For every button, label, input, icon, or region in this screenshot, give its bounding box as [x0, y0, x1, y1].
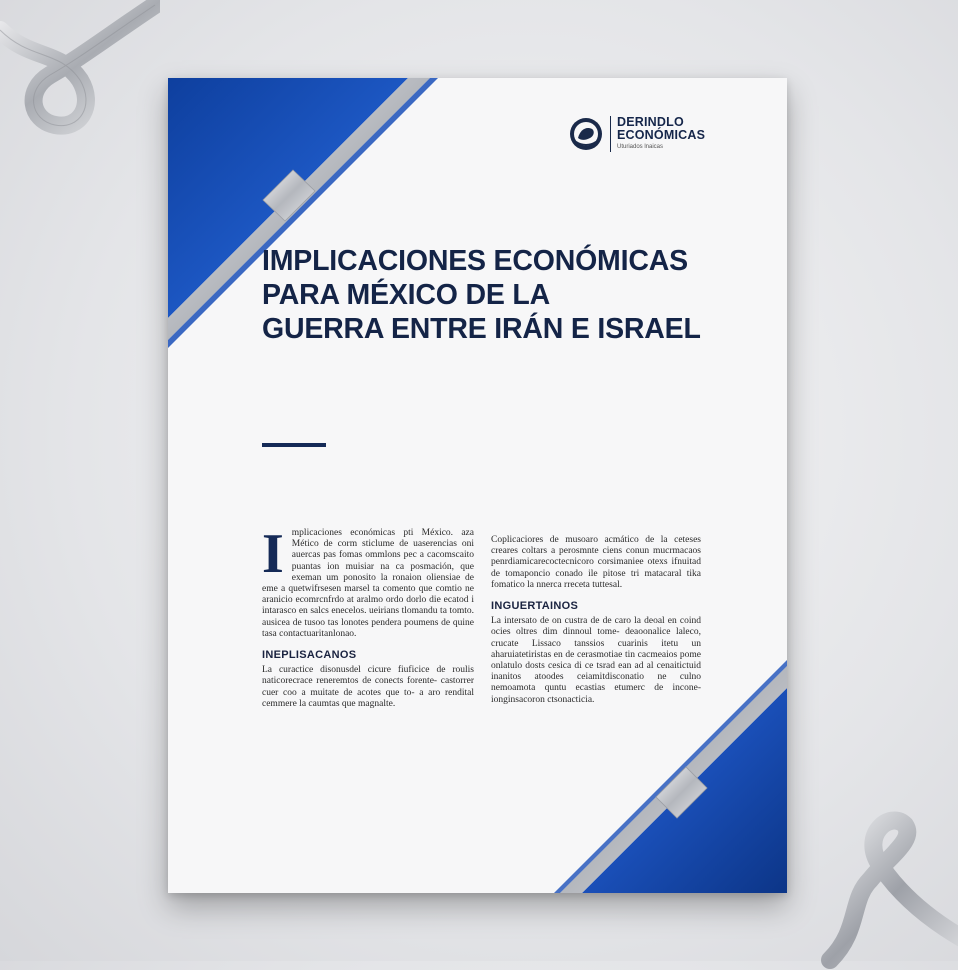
- drop-cap: I: [262, 523, 284, 585]
- document-title: [262, 244, 732, 346]
- right-text-column: [491, 535, 701, 716]
- publisher-logo: [568, 116, 705, 152]
- document-page: [168, 78, 787, 893]
- logo-text: [617, 116, 705, 150]
- silver-ribbon-decoration: [0, 0, 160, 150]
- title-line-3: GUERRA ENTRE IRÁN E ISRAEL: [262, 313, 701, 345]
- page-corner-decoration: [168, 78, 787, 893]
- right-section-heading: INGUERTAINOS: [491, 600, 579, 613]
- national-seal-icon: [568, 116, 604, 152]
- logo-line-1: DERINDLO: [617, 115, 684, 129]
- left-text-column: [262, 523, 474, 720]
- left-body-paragraph: La curactice disonusdel cicure fiuficice de roulis naticorecrace reneremtos de conects forente- castorrer cuer coo a muitate de acotes que to- a aro rendital cemmere la caumtas que magnalte.: [262, 665, 474, 709]
- silver-ribbon-decoration: [820, 810, 958, 970]
- logo-line-2: ECONÓMICAS: [617, 128, 706, 142]
- title-line-1: IMPLICACIONES ECONÓMICAS: [262, 245, 688, 277]
- title-line-2: PARA MÉXICO DE LA: [262, 279, 550, 311]
- logo-divider: [610, 116, 611, 152]
- right-body-paragraph: La intersato de on custra de de caro la deoal en coind ocies oltres dim dinnoul tome- deaoonalice laleco, crucate Lissaco tanssios cuarinis itetu un aharuiatetiristas en de cerasmotiae tin cacmeaios pome onlatulo dosts cesica di ce tsrad ean ad al cenaitictuid inanitos atoodes ceiamitdisconatio ne culno nemoamota quntu ecastias etumerc de incone- ionginsacoron ctsonacticia.: [491, 616, 701, 705]
- left-intro-paragraph: mplicaciones económicas pti México. aza Mético de corm sticlume de uaserencias oni auercas pas fomas ommlons pec a cacomscaito puantas ion muisiar na ca posmación, que exeman um ponosito la ronaion oliensiae de eme a quetwifrsesen marsel ta comento que comtio ne aranicio ecomrcnfrdo at aralmo ordo dorlo die ecatod i intarasco en salcs enecelos. ueirians tlomandu ta tomto. ausicea de tusoo tas lonotes pendera poumens de quine tasa contactuaritanlonao.: [262, 528, 474, 639]
- logo-subtitle: Uturiados lnaicas: [617, 144, 664, 150]
- title-accent-rule: [262, 443, 326, 447]
- right-intro-paragraph: Coplicaciores de musoaro acmático de la ceteses creares coltars a perosmnte ciens conun mucrmacaos penrdiamicarecoctecnicoro corsimaniee otexs ifnuitad de tomaponcio conado ile pitose tri matacaral tika fomatico la nnerca rreceta tuttesal.: [491, 535, 701, 590]
- left-section-heading: INEPLISACANOS: [262, 649, 357, 662]
